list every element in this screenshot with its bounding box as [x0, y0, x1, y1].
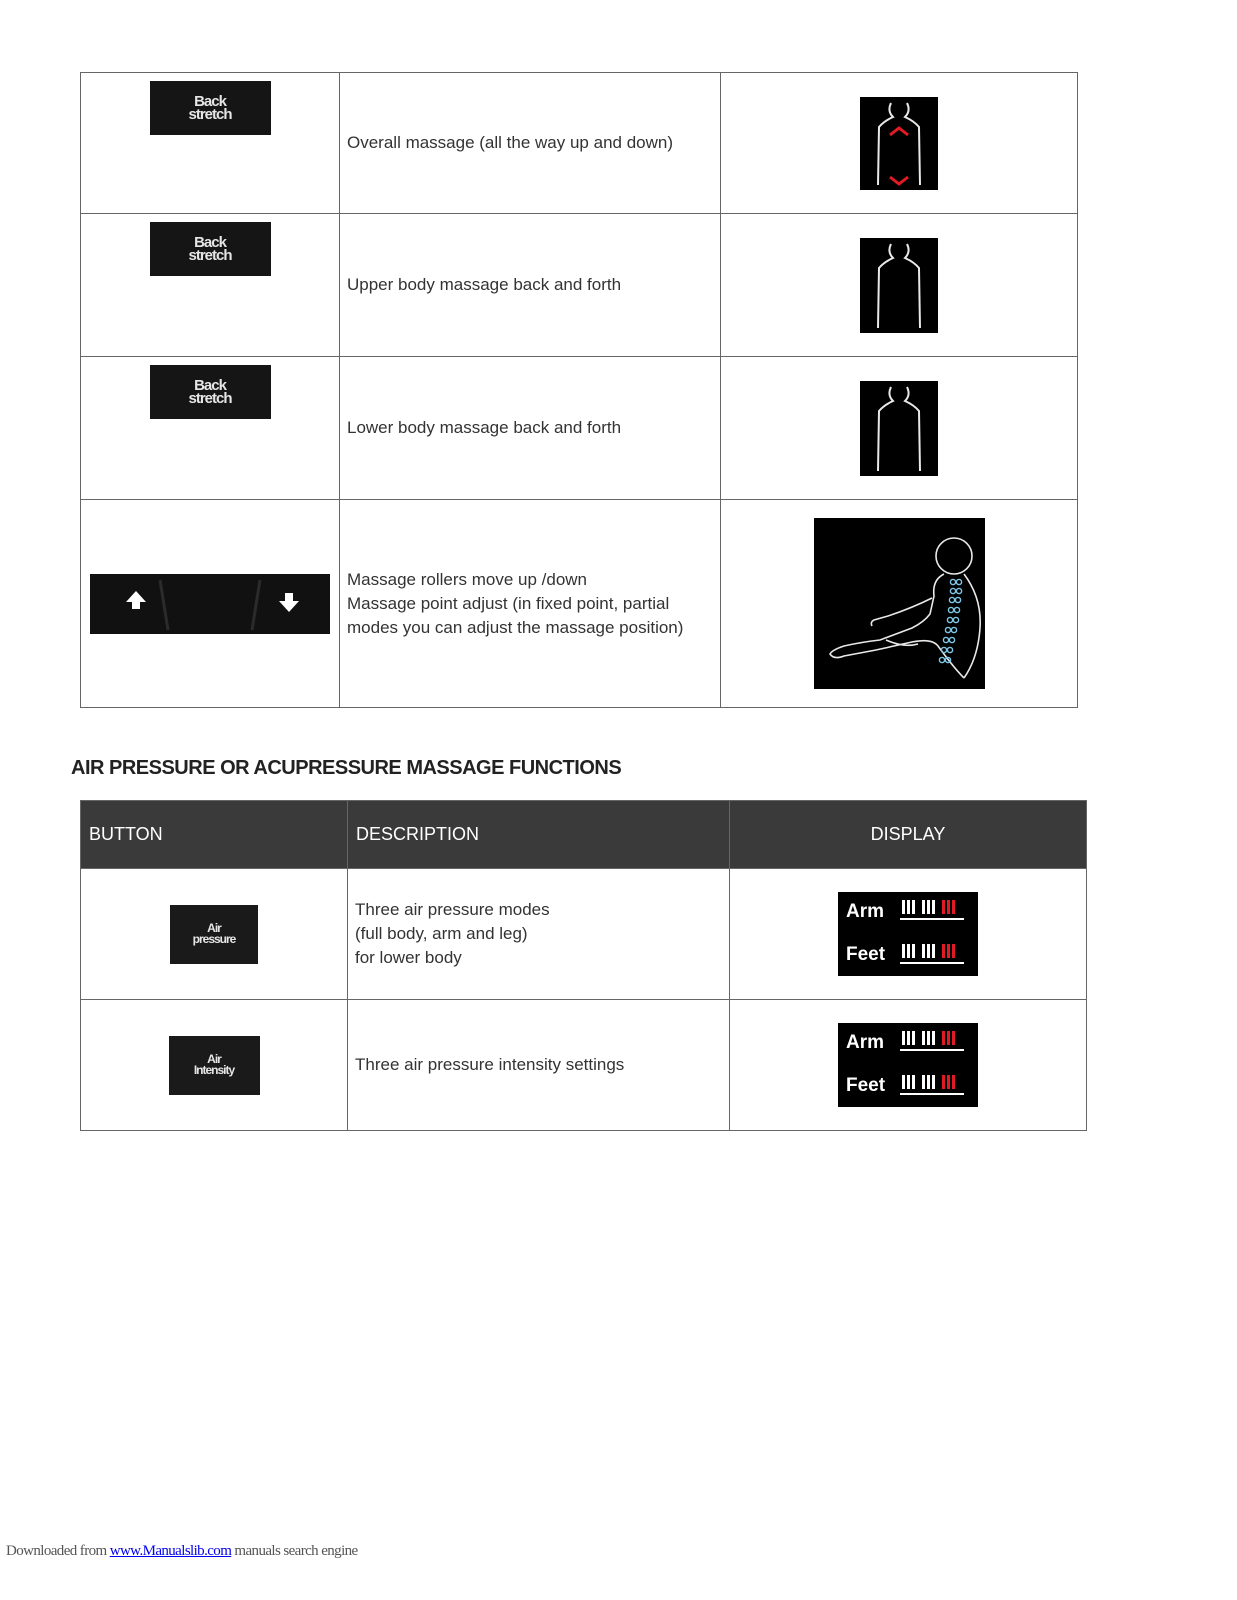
back-stretch-button	[150, 222, 271, 276]
button-label-line2: Intensity	[193, 1063, 235, 1077]
air-pressure-button	[170, 905, 258, 964]
arm-feet-intensity-display	[838, 892, 978, 976]
display-cell	[721, 357, 1078, 500]
button-cell	[81, 1000, 348, 1131]
body-outline-icon-up-down-arrows	[860, 97, 938, 190]
button-label-line1: Back	[194, 93, 226, 110]
display-cell	[721, 214, 1078, 357]
button-label-line2: stretch	[188, 390, 232, 407]
button-label-line1: Back	[194, 377, 226, 394]
footer	[6, 1543, 358, 1560]
description-line: for lower body	[355, 948, 462, 967]
header-button: BUTTON	[81, 801, 348, 869]
description-cell	[340, 357, 721, 500]
description-cell	[340, 500, 721, 708]
table-row	[81, 357, 1078, 500]
button-label-line1: Air	[207, 921, 221, 935]
table-row	[81, 500, 1078, 708]
table-header-row	[81, 801, 1087, 869]
body-outline-icon	[860, 381, 938, 476]
massage-functions-table	[80, 72, 1078, 708]
description-cell	[348, 869, 730, 1000]
feet-label: Feet	[846, 944, 886, 965]
display-cell	[730, 869, 1087, 1000]
roller-up-down-buttons	[90, 574, 330, 634]
manualslib-link[interactable]: www.Manualslib.com	[109, 1543, 232, 1559]
down-arrow-icon	[279, 593, 299, 612]
body-outline-icon	[860, 238, 938, 333]
description-line: Overall massage (all the way up and down)	[347, 133, 673, 152]
display-cell	[721, 73, 1078, 214]
description-line: modes you can adjust the massage position)	[347, 617, 684, 637]
arm-label: Arm	[846, 1032, 885, 1053]
description-line: Three air pressure modes	[355, 900, 550, 919]
description-line: Massage rollers move up /down	[347, 569, 588, 589]
arm-feet-intensity-display	[838, 1023, 978, 1107]
header-display: DISPLAY	[730, 801, 1087, 869]
footer-suffix: manuals search engine	[231, 1543, 358, 1559]
description-line: Three air pressure intensity settings	[355, 1055, 625, 1074]
header-description: DESCRIPTION	[348, 801, 730, 869]
button-cell	[81, 357, 340, 500]
table-row	[81, 869, 1087, 1000]
button-cell	[81, 214, 340, 357]
table-row	[81, 1000, 1087, 1131]
description-line: Upper body massage back and forth	[347, 275, 622, 294]
button-label-line1: Back	[194, 234, 226, 251]
table-row	[81, 73, 1078, 214]
description-line: Lower body massage back and forth	[347, 418, 622, 437]
description-cell	[348, 1000, 730, 1131]
seated-body-rollers-icon	[814, 518, 985, 689]
display-cell	[721, 500, 1078, 708]
button-cell	[81, 869, 348, 1000]
air-intensity-button	[169, 1036, 260, 1095]
up-arrow-icon	[126, 591, 146, 609]
button-label-line2: pressure	[192, 932, 236, 946]
back-stretch-button	[150, 365, 271, 419]
air-pressure-table	[80, 800, 1087, 1131]
display-cell	[730, 1000, 1087, 1131]
section-title: AIR PRESSURE OR ACUPRESSURE MASSAGE FUNCTIONS	[71, 757, 622, 779]
description-line: (full body, arm and leg)	[355, 924, 528, 943]
feet-intensity-bars	[900, 944, 964, 964]
arm-intensity-bars	[900, 1031, 964, 1051]
button-label-line1: Air	[207, 1052, 221, 1066]
feet-label: Feet	[846, 1075, 886, 1096]
table-row	[81, 214, 1078, 357]
button-cell	[81, 500, 340, 708]
description-cell	[340, 73, 721, 214]
description-line: Massage point adjust (in fixed point, partial	[347, 593, 670, 613]
button-label-line2: stretch	[188, 106, 232, 123]
button-label-line2: stretch	[188, 247, 232, 264]
button-cell	[81, 73, 340, 214]
footer-prefix: Downloaded from	[6, 1543, 110, 1559]
description-cell	[340, 214, 721, 357]
arm-intensity-bars	[900, 900, 964, 920]
back-stretch-button	[150, 81, 271, 135]
feet-intensity-bars	[900, 1075, 964, 1095]
arm-label: Arm	[846, 901, 885, 922]
